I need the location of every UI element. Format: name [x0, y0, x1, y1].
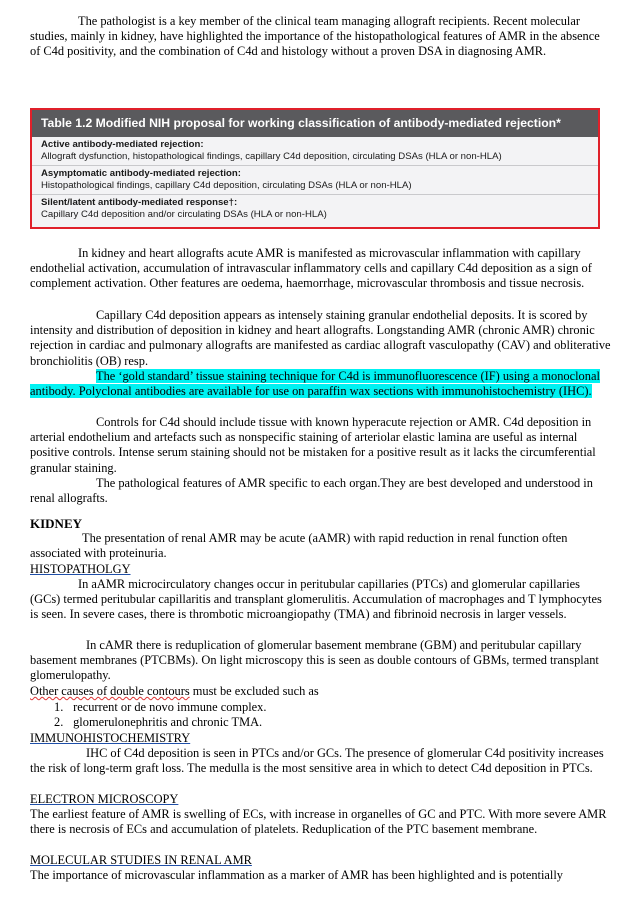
- paragraph-controls: Controls for C4d should include tissue with known hyperacute rejection or AMR. C4d deposition in arterial endothelium and artefacts such as nonspecific staining of arteriolar elastic lamina are useful as internal positive controls. Intense serum staining should not be mistaken for a positive result as it lacks the circumferential granular staining.: [30, 415, 596, 475]
- list-number: 2.: [54, 715, 64, 729]
- paragraph-camr: In cAMR there is reduplication of glomerular basement membrane (GBM) and peritubular capillary basement membranes (PTCBMs). On light microscopy this is seen as double contours of GBMs, termed transplant glomerulopathy.: [30, 638, 599, 683]
- sentence-rest: must be excluded such as: [189, 684, 319, 698]
- highlighted-text: The ‘gold standard’ tissue staining technique for C4d is immunofluorescence (IF) using a monoclonal antibody. Polyclonal antibodies are available for use on paraffin wax sections with immunohistochemistry (IHC).: [30, 369, 600, 399]
- row-detail: Capillary C4d deposition and/or circulating DSAs (HLA or non-HLA): [41, 209, 327, 221]
- row-detail: Allograft dysfunction, histopathological findings, capillary C4d deposition, circulating DSAs (HLA or non-HLA): [41, 151, 502, 163]
- heading-kidney: KIDNEY: [30, 516, 83, 531]
- table-title: Table 1.2 Modified NIH proposal for working classification of antibody-mediated rejection*: [32, 110, 598, 137]
- list-text: glomerulonephritis and chronic TMA.: [73, 715, 263, 729]
- heading-molecular-studies: MOLECULAR STUDIES IN RENAL AMR: [30, 853, 252, 867]
- paragraph-aamr: In aAMR microcirculatory changes occur in peritubular capillaries (PTCs) and glomerular capillaries (GCs) termed peritubular capillaritis and transplant glomerulitis. Accumulation of macrophages and T lymphocytes is seen. In severe cases, there is thrombotic microangiopathy (TMA) and fibrinoid necrosis in larger vessels.: [30, 577, 602, 622]
- paragraph-acute-amr: In kidney and heart allografts acute AMR is manifested as microvascular inflammation with capillary endothelial activation, accumulation of intravascular inflammatory cells and capillary C4d deposition as a sign of complement activation. Other features are oedema, haemorrhage, microvascular thrombosis and tissue necrosis.: [30, 246, 592, 291]
- list-number: 1.: [54, 700, 64, 714]
- heading-histopathology: HISTOPATHOLGY: [30, 562, 131, 576]
- heading-ihc-line: [30, 731, 612, 746]
- table-row: [32, 137, 598, 166]
- paragraph-c4d-deposition: Capillary C4d deposition appears as intensely staining granular endothelial deposits. It is scored by intensity and distribution of deposition in kidney and heart allografts. Longstanding AMR (chronic AMR) chronic rejection in cardiac and pulmonary allografts are manifested as cardiac allograft vasculopathy (CAV) and obliterative bronchiolitis (OB) resp.: [30, 308, 611, 368]
- paragraph-organ-features: The pathological features of AMR specific to each organ.They are best developed and understood in renal allografts.: [30, 476, 593, 506]
- classification-table: [30, 108, 600, 229]
- table-row: [32, 166, 598, 195]
- heading-molecular-line: [30, 853, 612, 868]
- paragraph-gold-standard: [30, 369, 612, 399]
- row-title: Active antibody-mediated rejection:: [41, 139, 204, 150]
- heading-electron-microscopy: ELECTRON MICROSCOPY: [30, 792, 179, 806]
- row-title: Asymptomatic antibody-mediated rejection:: [41, 168, 241, 179]
- row-title: Silent/latent antibody-mediated response†:: [41, 197, 238, 208]
- heading-em-line: [30, 792, 612, 807]
- heading-ihc: IMMUNOHISTOCHEMISTRY: [30, 731, 191, 745]
- paragraph-ihc: IHC of C4d deposition is seen in PTCs and/or GCs. The presence of glomerular C4d positivity increases the risk of long-term graft loss. The medulla is the most sensitive area in which to detect C4d deposition in PTCs.: [30, 746, 604, 776]
- paragraph-double-contours: [30, 684, 612, 699]
- heading-histopathology-line: [30, 562, 612, 577]
- paragraph-electron-microscopy: The earliest feature of AMR is swelling of ECs, with increase in organelles of GC and PTC. With more severe AMR there is necrosis of ECs and accumulation of platelets. Reduplication of the PTC basement membrane.: [30, 807, 607, 837]
- intro-paragraph: The pathologist is a key member of the clinical team managing allograft recipients. Recent molecular studies, mainly in kidney, have highlighted the importance of the histopathological features of AMR in the absence of C4d positivity, and the combination of C4d and histology without a proven DSA in diagnosing AMR.: [30, 14, 600, 59]
- list-text: recurrent or de novo immune complex.: [73, 700, 267, 714]
- paragraph-renal-presentation: The presentation of renal AMR may be acute (aAMR) with rapid reduction in renal function often associated with proteinuria.: [30, 531, 568, 561]
- paragraph-molecular: The importance of microvascular inflammation as a marker of AMR has been highlighted and is potentially: [30, 868, 563, 882]
- list-item: [54, 715, 262, 730]
- table-row: [32, 195, 598, 224]
- row-detail: Histopathological findings, capillary C4d deposition, circulating DSAs (HLA or non-HLA): [41, 180, 412, 192]
- underlined-phrase: Other causes of double contours: [30, 684, 190, 698]
- list-item: [54, 700, 266, 715]
